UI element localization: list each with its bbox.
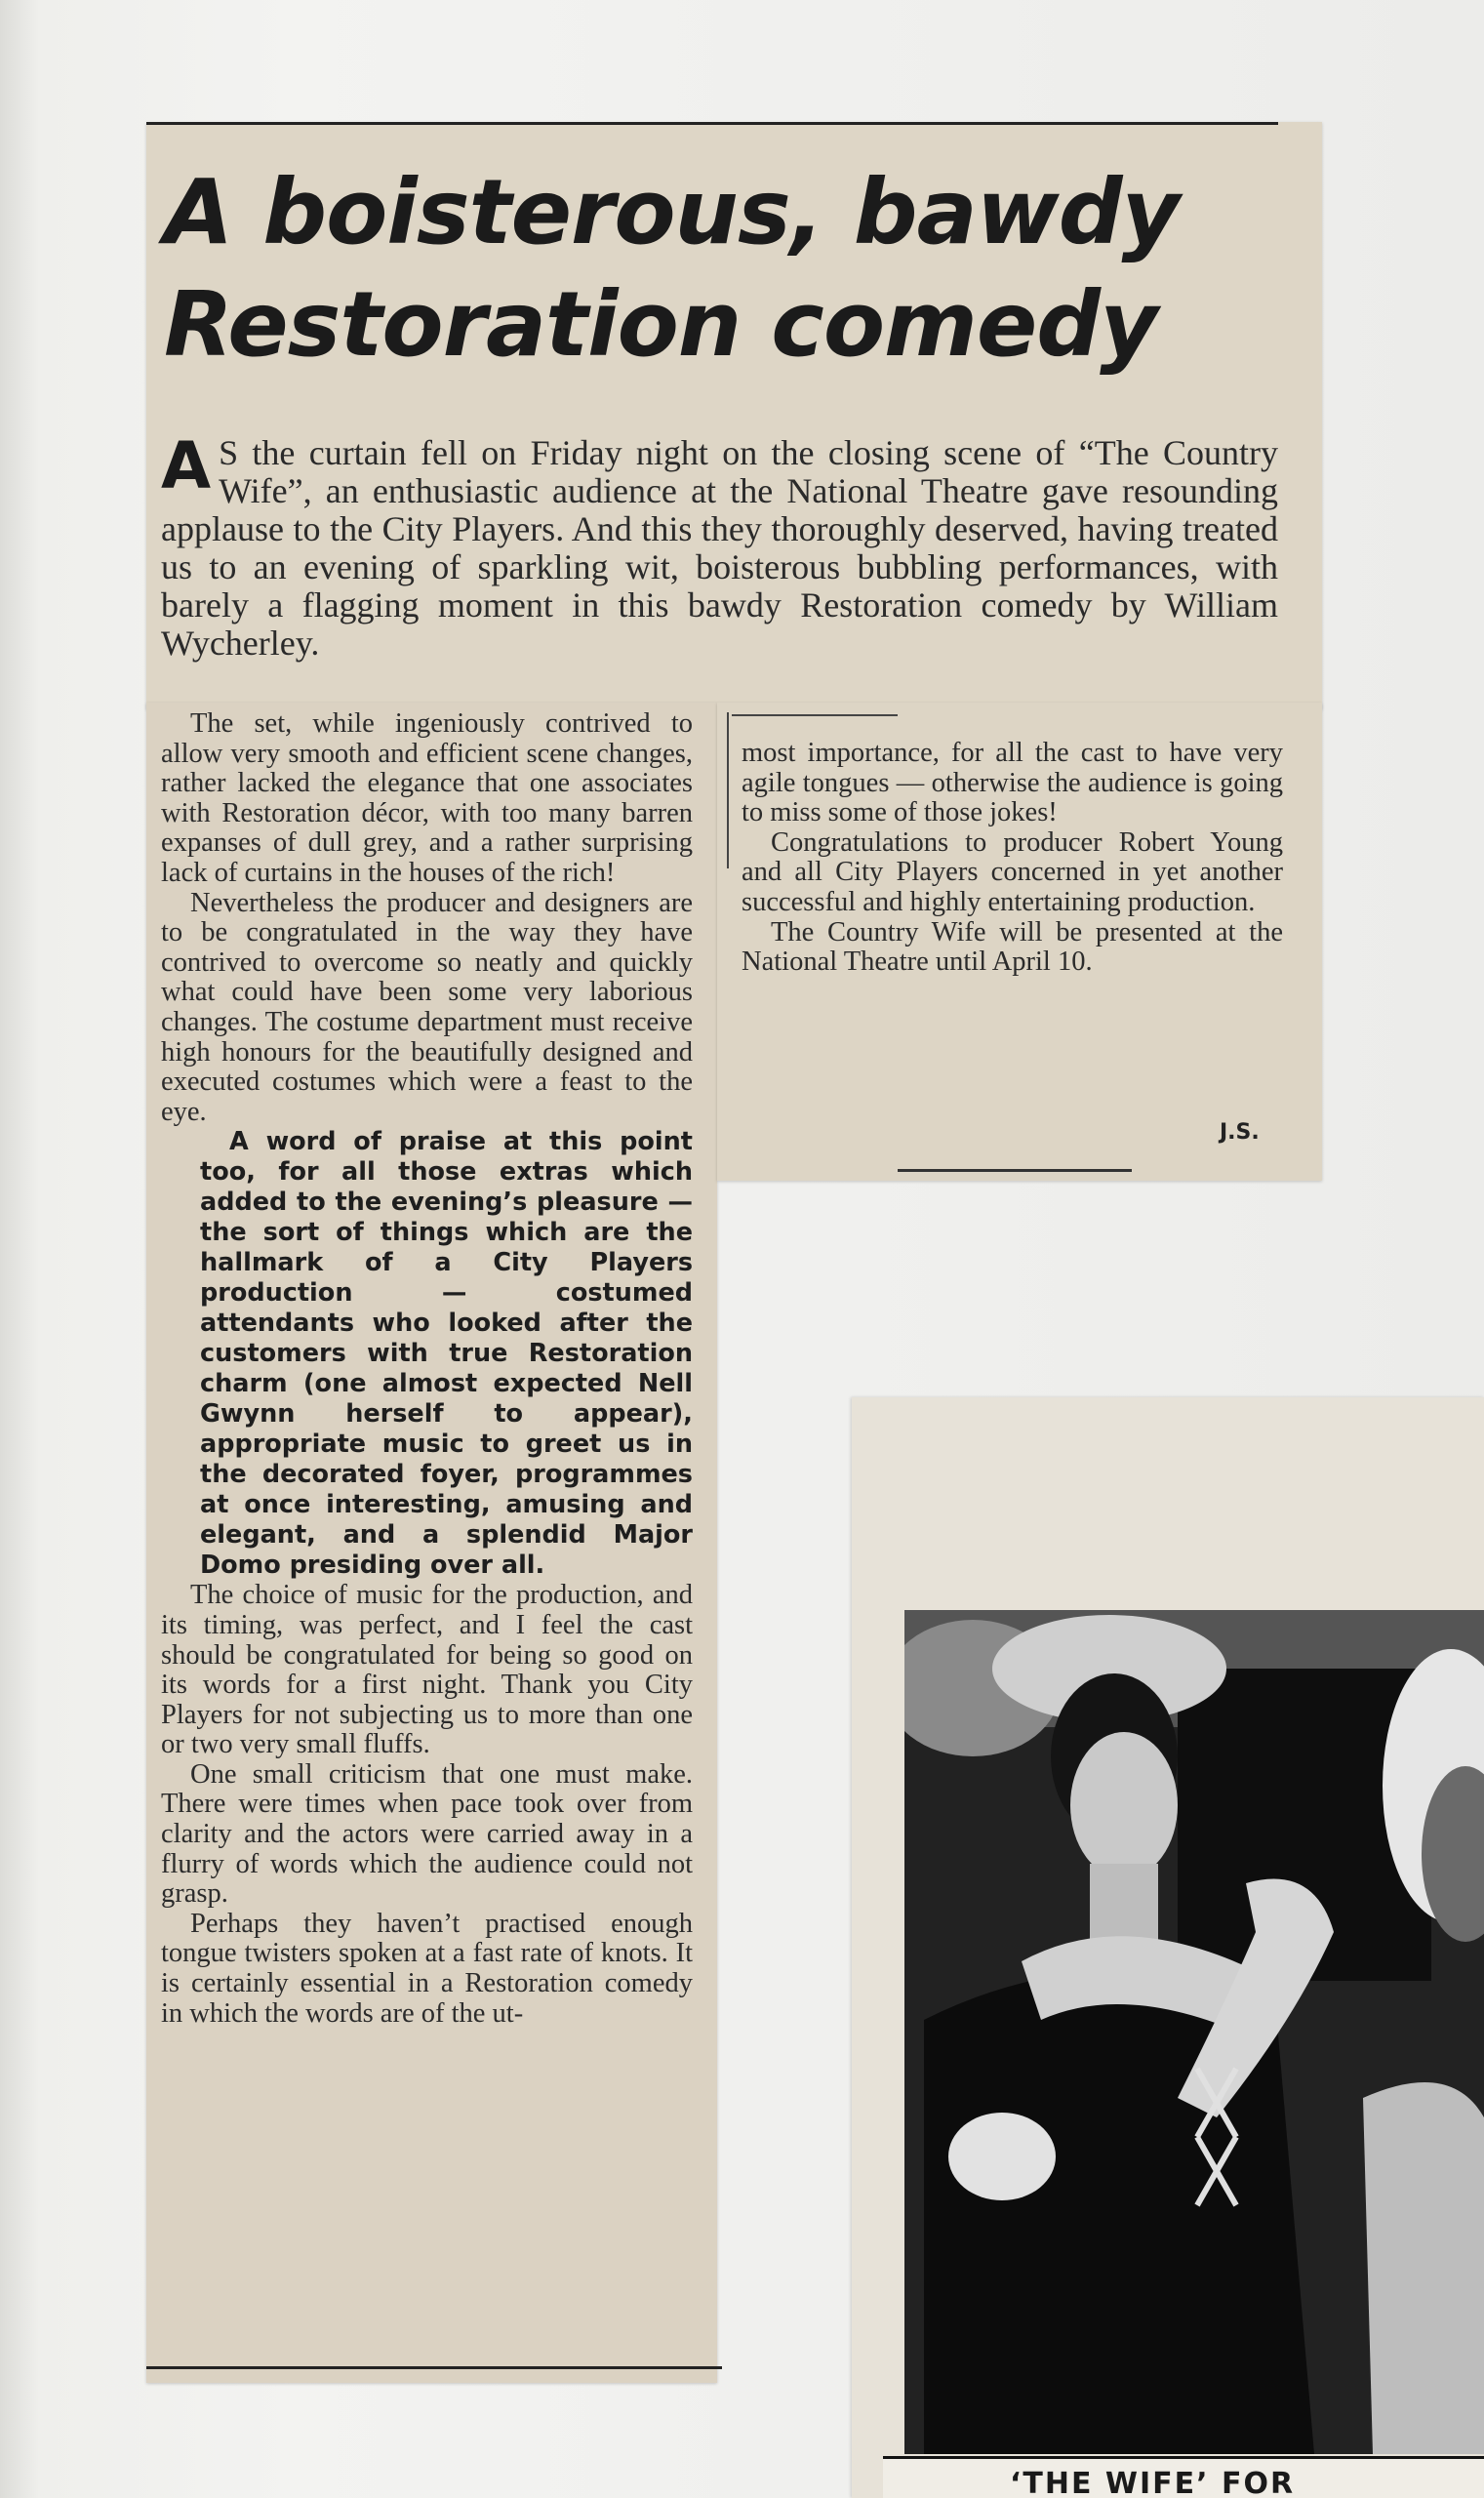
headline [164,156,1310,381]
photo-caption-text: ‘THE WIFE’ FOR [1010,2467,1296,2498]
paragraph: The choice of music for the production, and its timing, was perfect, and I feel the cast should be congratulated for being so good on its words for a first night. Thank you City Players for not subjecting us to more than one or two very small fluffs. [161,1580,693,1760]
end-rule [898,1169,1132,1172]
paragraph: Perhaps they haven’t practised enough tongue twisters spoken at a fast rate of knots. It is certainly essential in a Restoration comedy in which the words are of the ut- [161,1908,693,2029]
paragraph: The Country Wife will be presented at the National Theatre until April 10. [742,916,1283,978]
column-divider [727,712,729,868]
paragraph: The set, while ingeniously contrived to allow very smooth and efficient scene changes, rather lacked the elegance that one associates with Restoration décor, with too many barren expanses of dull grey, and a rather surprising lack of curtains in the houses of the rich! [161,708,693,888]
column-divider-top [732,714,898,716]
author-signature: J.S. [1220,1120,1260,1145]
cast-photo [904,1610,1484,2454]
top-rule [146,122,1278,125]
bold-paragraph: A word of praise at this point too, for all those extras which added to the evening’s pleasure — the sort of things which are the hallmark of a City Players production — costumed attendants who looked after the customers with true Restoration charm (one almost expected Nell Gwynn herself to appear), appropriate music to greet us in the decorated foyer, programmes at once interesting, amusing and elegant, and a splendid Major Domo presiding over all. [200,1127,693,1581]
headline-line-1: A boisterous, bawdy [164,160,1180,264]
cast-photo-image [904,1610,1484,2454]
paragraph: Nevertheless the producer and designers are to be congratulated in the way they have contrived to overcome so neatly and quickly what could have been some very laborious changes. The costume department must receive high honours for the beautifully designed and executed costumes which were a feast to the eye. [161,887,693,1127]
paragraph: Congratulations to producer Robert Young and all City Players concerned in yet another successful and highly entertaining production. [742,826,1283,917]
photo-caption [883,2459,1484,2498]
bottom-rule [146,2366,722,2369]
lede-paragraph [161,428,1278,663]
article-right-column [742,739,1283,978]
headline-line-2: Restoration comedy [164,272,1158,377]
paragraph: One small criticism that one must make. There were times when pace took over from clarity and the actors were carried away in a flurry of words which the audience could not grasp. [161,1758,693,1910]
paragraph: most importance, for all the cast to have very agile tongues — otherwise the audience is going to miss some of those jokes! [742,738,1283,828]
lede-text: S the curtain fell on Friday night on the closing scene of “The Country Wife”, an enthusiastic audience at the National Theatre gave resounding applause to the City Players. And this they thoroughly deserved, having treated us to an evening of sparkling wit, boisterous bubbling performances, with barely a flagging moment in this bawdy Restoration comedy by William Wycherley. [161,433,1278,663]
drop-cap: A [161,428,212,504]
article-left-column [161,709,693,2029]
